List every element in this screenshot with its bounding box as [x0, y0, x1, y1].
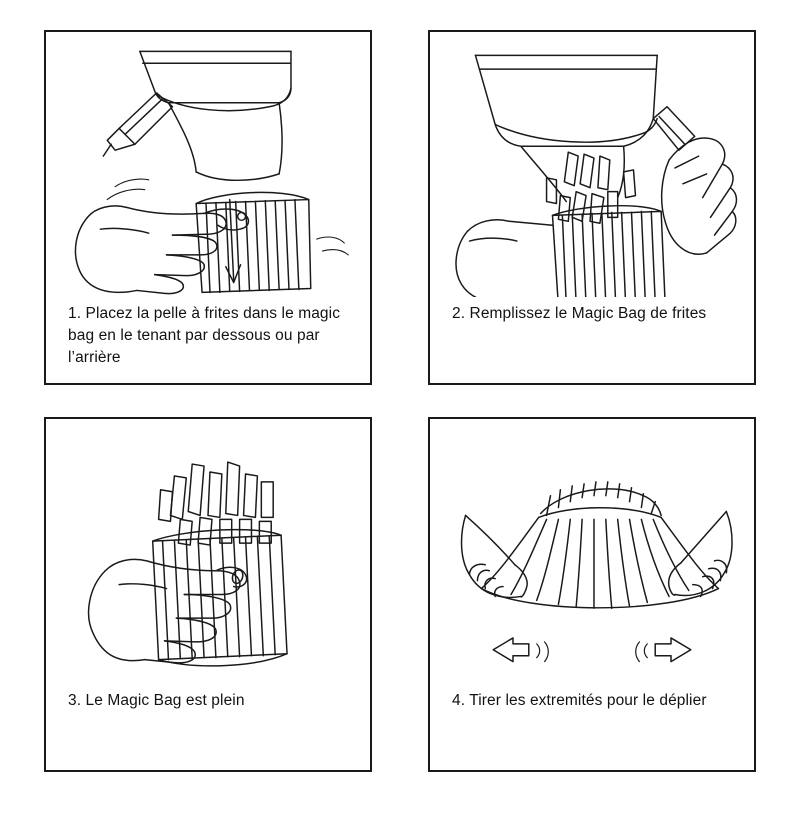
panel-step-3 — [44, 417, 372, 772]
panel-step-1 — [44, 30, 372, 385]
panel-step-2 — [428, 30, 756, 385]
illustration-step-2 — [430, 32, 754, 297]
panel-grid — [28, 30, 772, 772]
caption-step-2: 2. Remplissez le Magic Bag de frites — [452, 305, 707, 322]
caption-step-1: 1. Placez la pelle à frites dans le magic bag en le tenant par dessous ou par l’arrière — [68, 305, 341, 366]
illustration-step-4 — [430, 419, 754, 684]
illustration-step-3 — [46, 419, 370, 684]
illustration-step-1 — [46, 32, 370, 297]
caption-step-4: 4. Tirer les extremités pour le déplier — [452, 692, 707, 709]
panel-step-4 — [428, 417, 756, 772]
caption-step-3: 3. Le Magic Bag est plein — [68, 692, 245, 709]
